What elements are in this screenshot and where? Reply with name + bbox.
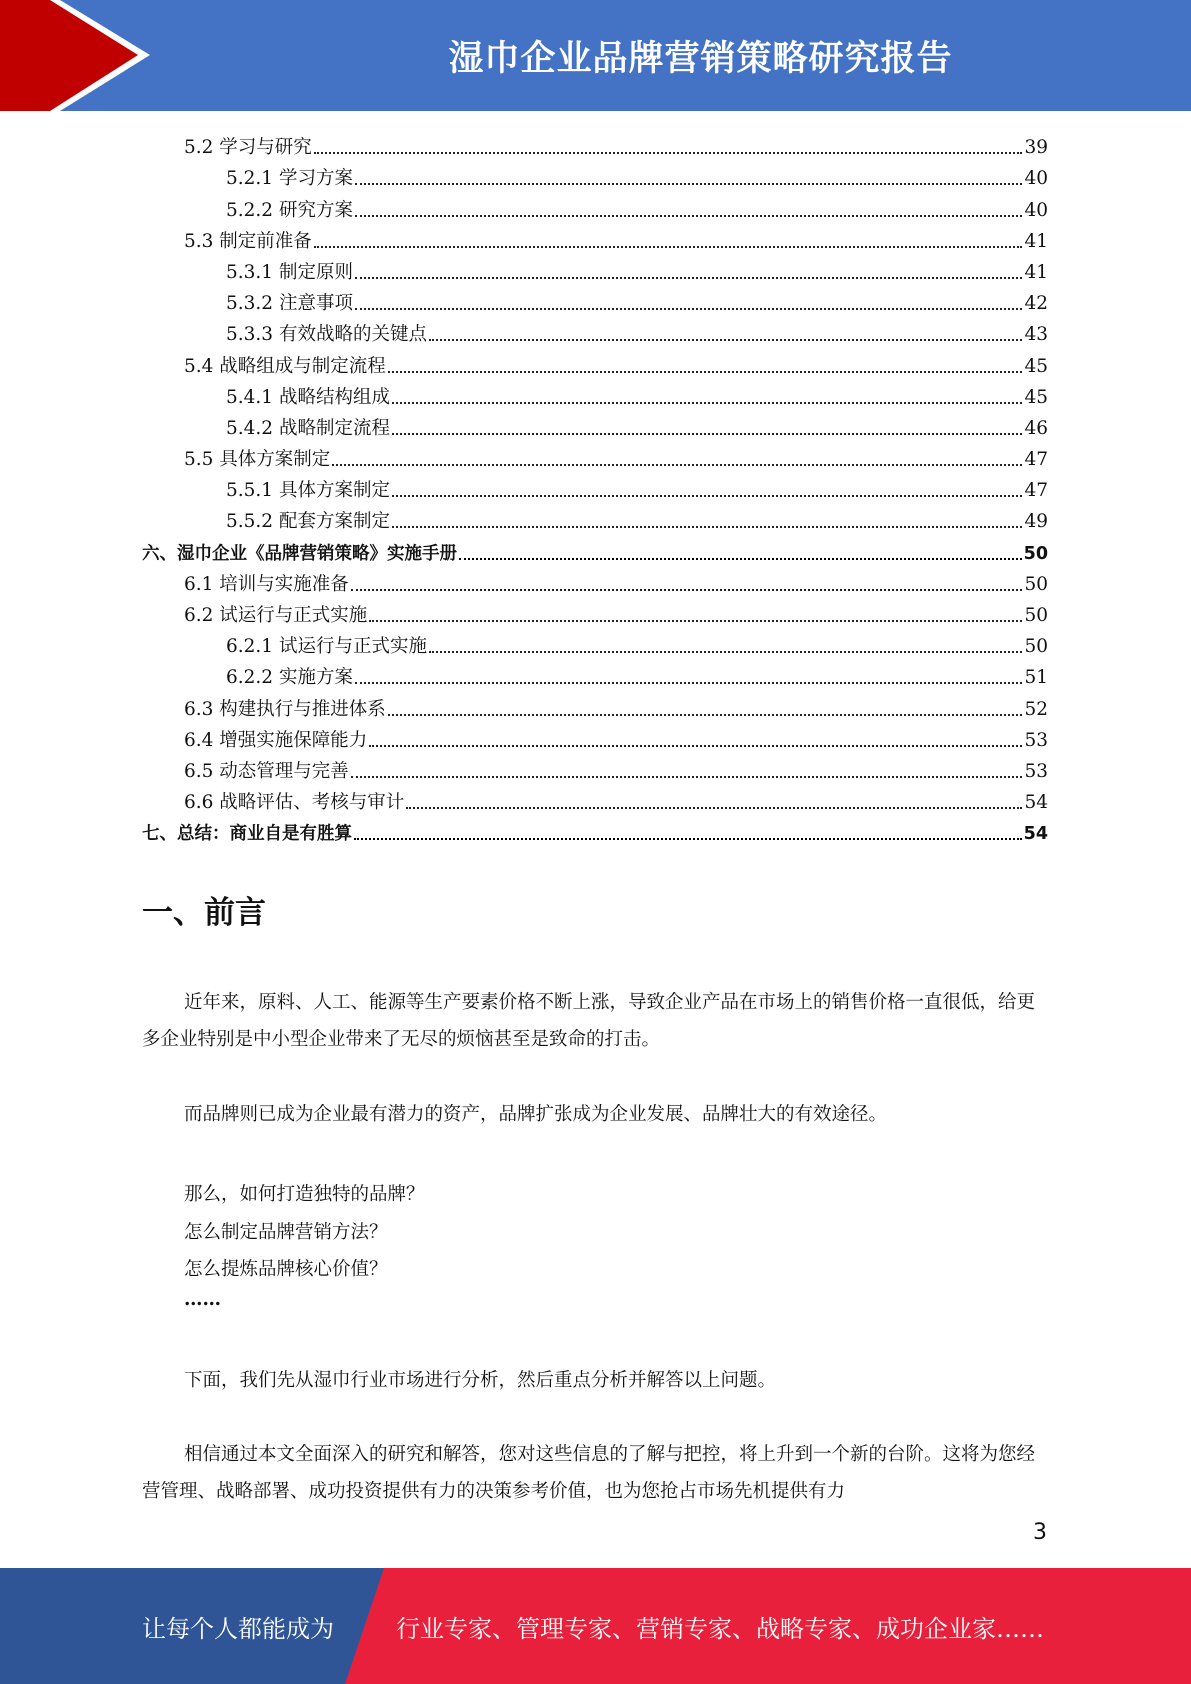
question-1: 那么，如何打造独特的品牌？ bbox=[184, 1184, 425, 1205]
toc-entry-label: 5.5 具体方案制定 bbox=[184, 449, 331, 471]
toc-entry-page: 54 bbox=[1024, 792, 1048, 814]
toc-entry[interactable] bbox=[142, 471, 1048, 502]
toc-entry-page: 51 bbox=[1024, 667, 1048, 689]
toc-dot-leader bbox=[355, 308, 1023, 310]
question-3: 怎么提炼品牌核心价值？ bbox=[184, 1259, 388, 1280]
toc-entry[interactable] bbox=[142, 409, 1048, 440]
toc-entry-page: 47 bbox=[1024, 449, 1048, 471]
toc-entry-label: 5.3 制定前准备 bbox=[184, 230, 312, 252]
toc-dot-leader bbox=[392, 526, 1022, 528]
toc-dot-leader bbox=[392, 433, 1022, 435]
toc-entry[interactable] bbox=[142, 128, 1048, 159]
section-heading: 一、前言 bbox=[142, 895, 266, 931]
toc-dot-leader bbox=[355, 183, 1023, 185]
toc-entry[interactable] bbox=[142, 596, 1048, 627]
toc-entry[interactable] bbox=[142, 721, 1048, 752]
toc-entry-page: 50 bbox=[1024, 605, 1048, 626]
toc-entry[interactable] bbox=[142, 658, 1048, 689]
toc-entry-label: 5.3.3 有效战略的关键点 bbox=[226, 324, 427, 346]
toc-entry-label: 5.4.1 战略结构组成 bbox=[226, 386, 390, 408]
toc-entry[interactable] bbox=[142, 440, 1048, 471]
toc-entry-label: 七、总结：商业自是有胜算 bbox=[142, 824, 352, 845]
toc-entry[interactable] bbox=[142, 159, 1048, 190]
toc-entry[interactable] bbox=[142, 565, 1048, 596]
header-title: 湿巾企业品牌营销策略研究报告 bbox=[448, 38, 953, 79]
toc-entry-page: 45 bbox=[1024, 386, 1048, 408]
toc-entry-label: 5.2 学习与研究 bbox=[184, 137, 312, 159]
toc-dot-leader bbox=[392, 402, 1022, 404]
toc-entry-label: 六、湿巾企业《品牌营销策略》实施手册 bbox=[142, 543, 457, 564]
page-header bbox=[0, 0, 1191, 111]
toc-entry-page: 41 bbox=[1024, 230, 1048, 252]
toc-entry[interactable] bbox=[142, 346, 1048, 377]
toc-dot-leader bbox=[392, 495, 1022, 497]
toc-dot-leader bbox=[355, 277, 1023, 279]
table-of-contents bbox=[142, 128, 1048, 845]
toc-entry-page: 40 bbox=[1024, 168, 1048, 190]
page-footer bbox=[0, 1568, 1191, 1684]
toc-entry-label: 5.2.2 研究方案 bbox=[226, 199, 353, 221]
paragraph-conclusion: 相信通过本文全面深入的研究和解答，您对这些信息的了解与把控，将上升到一个新的台阶。这将为您经营管理、战略部署、成功投资提供有力的决策参考价值，也为您抢占市场先机提供有力 bbox=[142, 1444, 1036, 1502]
toc-entry-page: 39 bbox=[1024, 137, 1048, 159]
toc-entry-label: 5.4.2 战略制定流程 bbox=[226, 417, 390, 439]
toc-entry-label: 5.3.2 注意事项 bbox=[226, 293, 353, 315]
toc-dot-leader bbox=[369, 745, 1022, 747]
toc-dot-leader bbox=[351, 589, 1023, 591]
toc-entry-label: 6.2.2 实施方案 bbox=[226, 667, 353, 689]
toc-entry-label: 6.2 试运行与正式实施 bbox=[184, 605, 368, 626]
toc-dot-leader bbox=[369, 620, 1022, 622]
toc-entry[interactable] bbox=[142, 783, 1048, 814]
toc-dot-leader bbox=[354, 838, 1022, 840]
toc-entry[interactable] bbox=[142, 222, 1048, 253]
toc-entry[interactable] bbox=[142, 814, 1048, 845]
toc-dot-leader bbox=[332, 464, 1022, 466]
toc-entry-label: 6.3 构建执行与推进体系 bbox=[184, 698, 386, 720]
paragraph-brand: 而品牌则已成为企业最有潜力的资产，品牌扩张成为企业发展、品牌壮大的有效途径。 bbox=[184, 1104, 888, 1125]
toc-entry[interactable] bbox=[142, 752, 1048, 783]
toc-entry-page: 47 bbox=[1024, 480, 1048, 502]
toc-entry[interactable] bbox=[142, 533, 1048, 564]
toc-dot-leader bbox=[429, 651, 1022, 653]
toc-entry-page: 45 bbox=[1024, 355, 1048, 377]
header-arrow-decoration bbox=[0, 0, 160, 111]
toc-dot-leader bbox=[314, 246, 1023, 248]
toc-entry-page: 41 bbox=[1024, 261, 1048, 283]
toc-entry-page: 43 bbox=[1024, 324, 1048, 346]
toc-dot-leader bbox=[459, 558, 1022, 560]
toc-entry-page: 53 bbox=[1024, 729, 1048, 751]
toc-entry-page: 52 bbox=[1024, 698, 1048, 720]
toc-entry-label: 5.2.1 学习方案 bbox=[226, 168, 353, 190]
toc-entry[interactable] bbox=[142, 315, 1048, 346]
toc-entry[interactable] bbox=[142, 502, 1048, 533]
toc-entry-label: 6.6 战略评估、考核与审计 bbox=[184, 792, 405, 814]
page-number: 3 bbox=[1033, 1520, 1047, 1545]
toc-dot-leader bbox=[355, 682, 1023, 684]
toc-dot-leader bbox=[429, 339, 1022, 341]
toc-entry-label: 6.4 增强实施保障能力 bbox=[184, 729, 368, 751]
toc-entry[interactable] bbox=[142, 253, 1048, 284]
toc-entry-label: 6.5 动态管理与完善 bbox=[184, 760, 349, 782]
toc-entry-label: 5.5.1 具体方案制定 bbox=[226, 480, 390, 502]
toc-entry-page: 50 bbox=[1024, 573, 1048, 595]
toc-dot-leader bbox=[406, 807, 1022, 809]
toc-entry-page: 49 bbox=[1024, 511, 1048, 533]
toc-dot-leader bbox=[388, 371, 1023, 373]
toc-dot-leader bbox=[314, 152, 1023, 154]
toc-entry[interactable] bbox=[142, 378, 1048, 409]
toc-entry[interactable] bbox=[142, 284, 1048, 315]
footer-slogan-right: 行业专家、管理专家、营销专家、战略专家、成功企业家…… bbox=[396, 1614, 1044, 1643]
toc-entry-label: 6.1 培训与实施准备 bbox=[184, 573, 349, 595]
question-2: 怎么制定品牌营销方法？ bbox=[184, 1222, 388, 1243]
toc-dot-leader bbox=[388, 714, 1023, 716]
toc-entry-page: 40 bbox=[1024, 199, 1048, 221]
toc-entry-page: 54 bbox=[1023, 824, 1048, 845]
toc-entry-label: 5.5.2 配套方案制定 bbox=[226, 511, 390, 533]
toc-entry-page: 53 bbox=[1024, 760, 1048, 782]
paragraph-intro: 近年来，原料、人工、能源等生产要素价格不断上涨，导致企业产品在市场上的销售价格一直很低，给更多企业特别是中小型企业带来了无尽的烦恼甚至是致命的打击。 bbox=[142, 992, 1036, 1050]
toc-entry[interactable] bbox=[142, 190, 1048, 221]
toc-entry[interactable] bbox=[142, 689, 1048, 720]
toc-entry-label: 5.4 战略组成与制定流程 bbox=[184, 355, 386, 377]
toc-entry-page: 42 bbox=[1024, 293, 1048, 315]
toc-entry-page: 50 bbox=[1023, 543, 1048, 564]
toc-entry-label: 5.3.1 制定原则 bbox=[226, 261, 353, 283]
toc-dot-leader bbox=[351, 776, 1023, 778]
toc-entry-page: 46 bbox=[1024, 417, 1048, 439]
footer-slogan-left: 让每个人都能成为 bbox=[142, 1614, 334, 1643]
paragraph-next: 下面，我们先从湿巾行业市场进行分析，然后重点分析并解答以上问题。 bbox=[184, 1370, 777, 1391]
ellipsis: …… bbox=[184, 1289, 221, 1310]
toc-entry-page: 50 bbox=[1024, 636, 1048, 658]
toc-entry-label: 6.2.1 试运行与正式实施 bbox=[226, 636, 427, 658]
toc-entry[interactable] bbox=[142, 627, 1048, 658]
toc-dot-leader bbox=[355, 215, 1023, 217]
